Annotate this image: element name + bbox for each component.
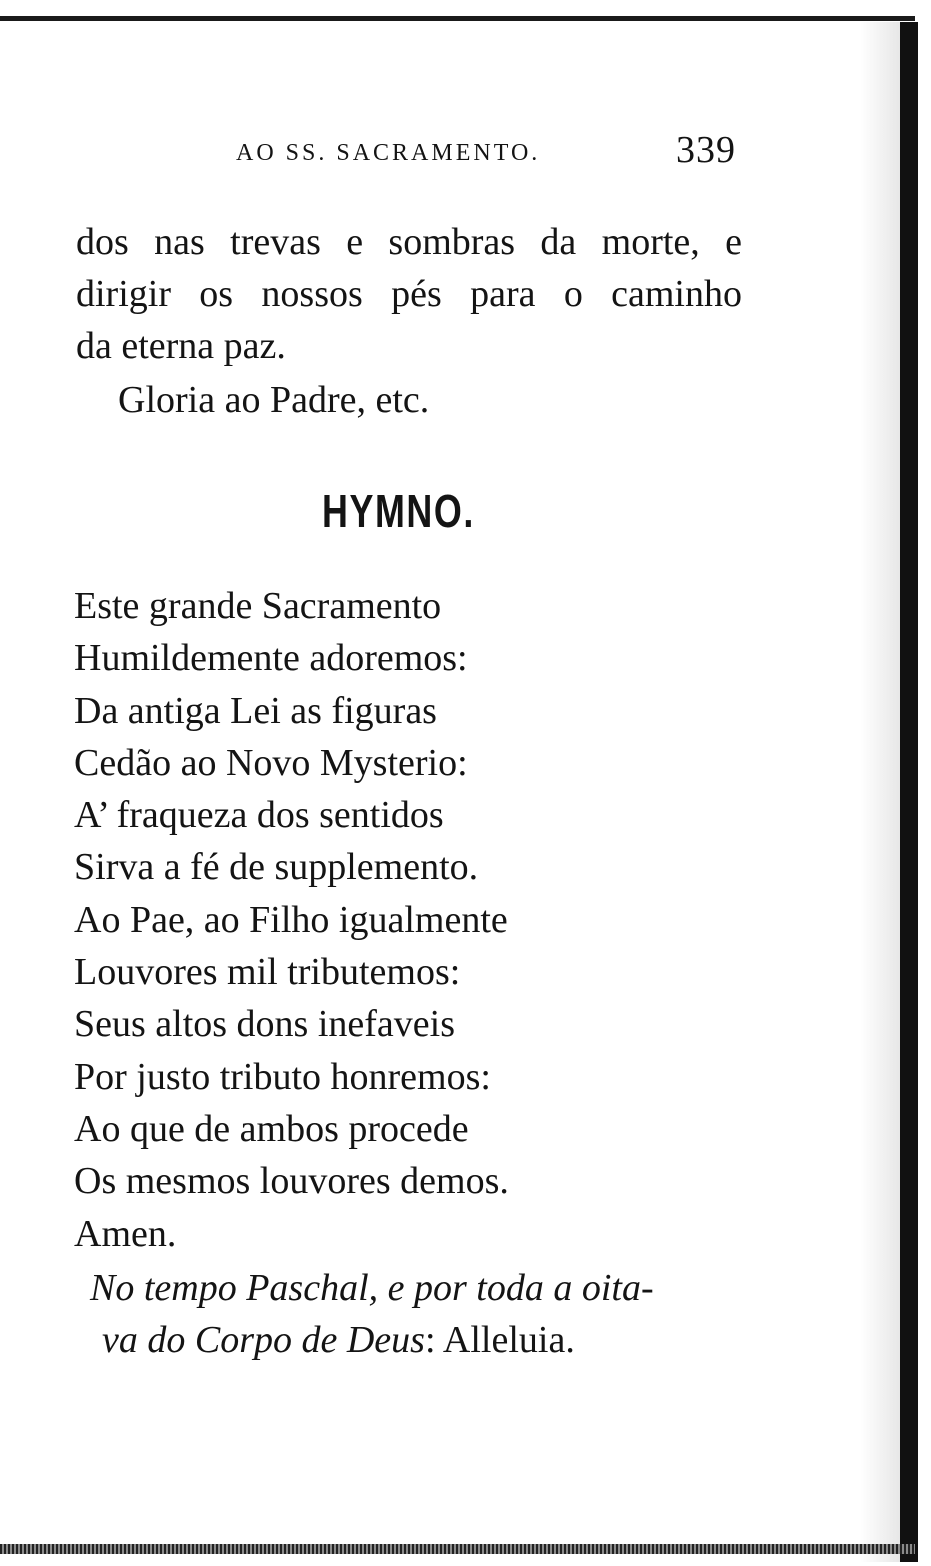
verse-line: Cedão ao Novo Mysterio: <box>74 741 468 784</box>
prose-line-1: dos nas trevas e sombras da morte, e <box>76 221 742 263</box>
hymn-title: HYMNO. <box>322 485 475 537</box>
running-head: AO SS. SACRAMENTO. <box>236 140 541 166</box>
rubric-alleluia: : Alleluia. <box>424 1319 575 1361</box>
rubric-italic-1: No tempo Paschal, e por toda a oita- <box>90 1267 654 1309</box>
verse-line: Louvores mil tributemos: <box>74 951 461 994</box>
top-page-rule <box>0 16 915 21</box>
verse-line: Este grande Sacramento <box>74 585 442 627</box>
rubric-italic-2: va do Corpo de Deus <box>102 1319 425 1361</box>
hymn-verse <box>74 580 509 1260</box>
bottom-page-rule <box>0 1544 915 1554</box>
page-number: 339 <box>676 129 736 171</box>
verse-line-amen: Amen. <box>74 1212 177 1255</box>
verse-line: Os mesmos louvores demos. <box>74 1160 509 1203</box>
page-binding-edge <box>900 22 918 1562</box>
rubric-note <box>90 1262 654 1366</box>
verse-line: Sirva a fé de supplemento. <box>74 846 479 889</box>
verse-line: Seus altos dons inefaveis <box>74 1003 456 1046</box>
verse-line: Ao Pae, ao Filho igualmente <box>74 898 508 941</box>
verse-line: Ao que de ambos procede <box>74 1107 469 1150</box>
rubric-line-2 <box>90 1314 654 1366</box>
verse-line: A’ fraqueza dos sentidos <box>74 794 444 837</box>
rubric-line-1 <box>90 1262 654 1314</box>
prose-line-3: da eterna paz. <box>76 325 286 367</box>
gloria-line: Gloria ao Padre, etc. <box>118 379 430 421</box>
verse-line: Da antiga Lei as figuras <box>74 689 437 732</box>
prose-line-2: dirigir os nossos pés para o caminho <box>76 273 742 315</box>
verse-line: Por justo tributo honremos: <box>74 1055 491 1098</box>
page-shadow <box>860 22 900 1562</box>
verse-line: Humildemente adoremos: <box>74 637 468 680</box>
